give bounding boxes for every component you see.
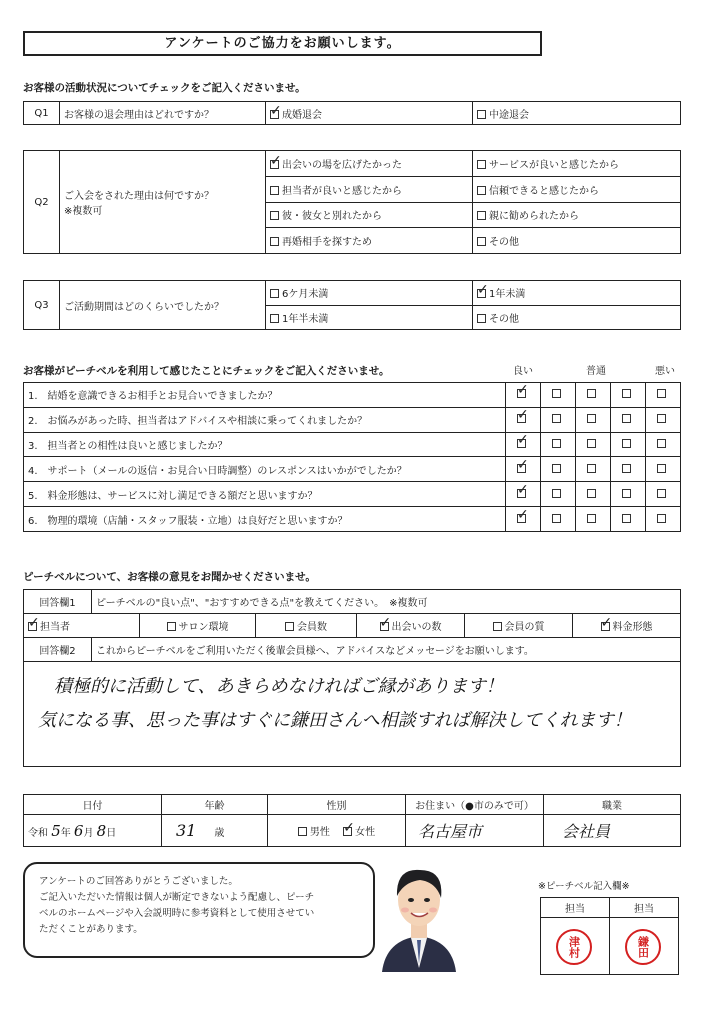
answer2-table [23,637,681,767]
checkbox[interactable] [493,622,502,631]
checkbox[interactable] [270,314,279,323]
checkbox[interactable] [517,489,526,498]
q3-option[interactable]: 1年半未満 [266,305,473,330]
checkbox[interactable] [477,186,486,195]
checkbox[interactable] [517,514,526,523]
seal-stamp-kamata: 鎌田 [625,929,661,965]
answer2-prompt: これからピーチベルをご利用いただく後輩会員様へ、アドバイスなどメッセージをお願いします。 [92,638,681,662]
answer1-option[interactable]: 会員数 [256,614,357,638]
rating-row [24,407,681,432]
checkbox[interactable] [657,464,666,473]
answer1-option[interactable]: ✓担当者 [24,614,140,638]
checkbox[interactable] [517,389,526,398]
header-job: 職業 [544,795,681,815]
section-rating-heading: お客様がピーチベルを利用して感じたことにチェックをご記入くださいませ。 [23,365,390,377]
checkbox[interactable] [380,622,389,631]
checkbox[interactable] [657,389,666,398]
answer1-label: 回答欄1 [24,590,92,614]
rating-option[interactable] [611,507,646,532]
rating-option[interactable] [646,482,681,507]
rating-option[interactable] [576,432,611,457]
rating-option[interactable] [541,507,576,532]
checkbox[interactable] [270,211,279,220]
rating-row [24,482,681,507]
rating-option[interactable] [611,432,646,457]
checkbox[interactable] [622,514,631,523]
checkbox[interactable] [343,827,352,836]
rating-question: 4. サポート（メールの返信・お見合い日時調整）のレスポンスはいかがでしたか？ [24,457,506,482]
rating-option[interactable] [646,457,681,482]
checkbox[interactable] [622,439,631,448]
answer1-option[interactable]: 会員の質 [465,614,573,638]
age-field[interactable]: 31 歳 [162,815,268,847]
rating-option[interactable] [541,407,576,432]
section-activity-heading: お客様の活動状況についてチェックをご記入くださいませ。 [23,82,306,94]
handwritten-line: 気になる事、思った事はすぐに鎌田さんへ相談すれば解決してくれます！ [38,710,632,731]
checkbox[interactable] [167,622,176,631]
rating-option[interactable] [506,482,541,507]
checkbox[interactable] [552,464,561,473]
rating-row [24,383,681,408]
rating-option[interactable] [646,407,681,432]
checkbox[interactable] [587,414,596,423]
handwritten-line: 積極的に活動して、あきらめなければご縁があります！ [54,676,504,697]
rating-row [24,432,681,457]
checkbox[interactable] [552,414,561,423]
answer1-table [23,589,681,638]
header-residence: お住まい（●市のみで可） [406,795,544,815]
rating-option[interactable] [576,407,611,432]
profile-table [23,794,681,847]
checkbox[interactable] [587,439,596,448]
rating-header-good: 良い [513,366,533,377]
checkbox[interactable] [477,160,486,169]
rating-option[interactable] [646,507,681,532]
header-gender: 性別 [268,795,406,815]
checkbox[interactable] [657,414,666,423]
staff-col-label: 担当 [610,898,679,918]
checkbox[interactable] [552,439,561,448]
rating-option[interactable] [611,407,646,432]
staff-col-label: 担当 [541,898,610,918]
checkbox[interactable] [477,289,486,298]
q1-table [23,101,681,125]
job-field[interactable]: 会社員 [544,815,681,847]
q1-option-midway[interactable]: 中途退会 [473,102,681,125]
rating-option[interactable] [541,457,576,482]
rating-table [23,382,681,532]
checkbox[interactable] [477,237,486,246]
answer2-label: 回答欄2 [24,638,92,662]
checkbox[interactable] [622,464,631,473]
q2-option[interactable]: ✓出会いの場を広げたかった [266,151,473,177]
rating-option[interactable] [541,482,576,507]
checkbox[interactable] [28,622,37,631]
checkbox[interactable] [622,489,631,498]
q3-option[interactable]: ✓ 1年未満 [473,281,681,306]
q1-question: お客様の退会理由はどれですか？ [60,102,266,125]
q3-option[interactable]: その他 [473,305,681,330]
rating-option[interactable] [646,432,681,457]
checkbox[interactable] [270,110,279,119]
q1-number: Q1 [24,102,60,125]
checkbox[interactable] [657,489,666,498]
page-title: アンケートのご協力をお願いします。 [23,31,542,56]
q2-option[interactable]: 信頼できると感じたから [473,176,681,202]
rating-question: 2. お悩みがあった時、担当者はアドバイスや相談に乗ってくれましたか？ [24,407,506,432]
checkbox[interactable] [587,464,596,473]
q2-option[interactable]: 再婚相手を探すため [266,228,473,254]
rating-question: 3. 担当者との相性は良いと感じましたか？ [24,432,506,457]
checkbox[interactable] [270,289,279,298]
answer2-message-area[interactable] [24,662,681,767]
rating-row [24,507,681,532]
q2-note: ※複数可 [64,206,103,217]
rating-header-bad: 悪い [655,366,675,377]
rating-header-normal: 普通 [586,366,606,377]
rating-option[interactable] [506,383,541,408]
rating-option[interactable] [506,457,541,482]
q1-option-marriage[interactable]: ✓ 成婚退会 [266,102,473,125]
checkbox[interactable] [517,414,526,423]
checkbox[interactable] [601,622,610,631]
q2-option[interactable]: その他 [473,228,681,254]
checkbox[interactable] [622,414,631,423]
q2-question: ご入会をされた理由は何ですか？ ※複数可 [60,151,266,254]
answer1-option[interactable]: ✓ 出会いの数 [357,614,465,638]
date-field[interactable]: 令和 5年 6月 8日 [24,815,162,847]
rating-option[interactable] [576,457,611,482]
q2-table [23,150,681,254]
checkbox[interactable] [285,622,294,631]
q2-option[interactable]: サービスが良いと感じたから [473,151,681,177]
q2-option[interactable]: 彼・彼女と別れたから [266,202,473,228]
staff-section-title: ※ピーチベル記入欄※ [538,881,630,892]
q3-table [23,280,681,330]
checkbox[interactable] [270,237,279,246]
rating-option[interactable] [506,432,541,457]
checkbox[interactable] [622,389,631,398]
rating-question: 5. 料金形態は、サービスに対し満足できる額だと思いますか？ [24,482,506,507]
q2-option[interactable]: 担当者が良いと感じたから [266,176,473,202]
checkbox[interactable] [517,464,526,473]
residence-field[interactable]: 名古屋市 [406,815,544,847]
q2-option[interactable]: 親に勧められたから [473,202,681,228]
rating-option[interactable] [611,482,646,507]
checkbox[interactable] [517,439,526,448]
checkbox[interactable] [477,211,486,220]
checkbox[interactable] [477,314,486,323]
rating-option[interactable] [506,407,541,432]
rating-option[interactable] [611,457,646,482]
rating-option[interactable] [611,383,646,408]
rating-question: 1. 結婚を意識できるお相手とお見合いできましたか？ [24,383,506,408]
rating-option[interactable] [576,482,611,507]
rating-option[interactable] [541,383,576,408]
closing-message-bubble: アンケートのご回答ありがとうございました。 ご記入いただいた情報は個人が断定できないよう配慮し、ピーチ ベルのホームページや入会説明時に参考資料として使用させてい ただくことがあります。 [23,862,375,958]
seal-stamp-tsumura: 津村 [556,929,592,965]
header-date: 日付 [24,795,162,815]
gender-field[interactable]: 男性 ✓ 女性 [268,815,406,847]
answer1-prompt: ピーチベルの"良い点"、"おすすめできる点"を教えてください。 ※複数可 [92,590,681,614]
rating-option[interactable] [541,432,576,457]
q3-question: ご活動期間はどのくらいでしたか？ [60,281,266,330]
rating-option[interactable] [576,507,611,532]
rating-row [24,457,681,482]
rating-question: 6. 物理的環境（店舗・スタッフ服装・立地）は良好だと思いますか？ [24,507,506,532]
answer1-option[interactable]: サロン環境 [140,614,256,638]
rating-option[interactable] [576,383,611,408]
checkbox[interactable] [552,489,561,498]
q3-option[interactable]: 6ケ月未満 [266,281,473,306]
staff-portrait-illustration [378,858,460,972]
checkbox[interactable] [270,186,279,195]
checkbox[interactable] [477,110,486,119]
rating-option[interactable] [506,507,541,532]
q3-number: Q3 [24,281,60,330]
checkbox[interactable] [298,827,307,836]
checkbox[interactable] [587,514,596,523]
rating-option[interactable] [646,383,681,408]
section-opinion-heading: ピーチベルについて、お客様の意見をお聞かせくださいませ。 [23,571,316,583]
header-age: 年齢 [162,795,268,815]
checkbox[interactable] [587,489,596,498]
checkbox[interactable] [552,389,561,398]
q2-number: Q2 [24,151,60,254]
checkbox[interactable] [657,439,666,448]
answer1-option[interactable]: ✓ 料金形態 [573,614,681,638]
checkbox[interactable] [657,514,666,523]
checkbox[interactable] [270,160,279,169]
checkbox[interactable] [552,514,561,523]
checkbox[interactable] [587,389,596,398]
